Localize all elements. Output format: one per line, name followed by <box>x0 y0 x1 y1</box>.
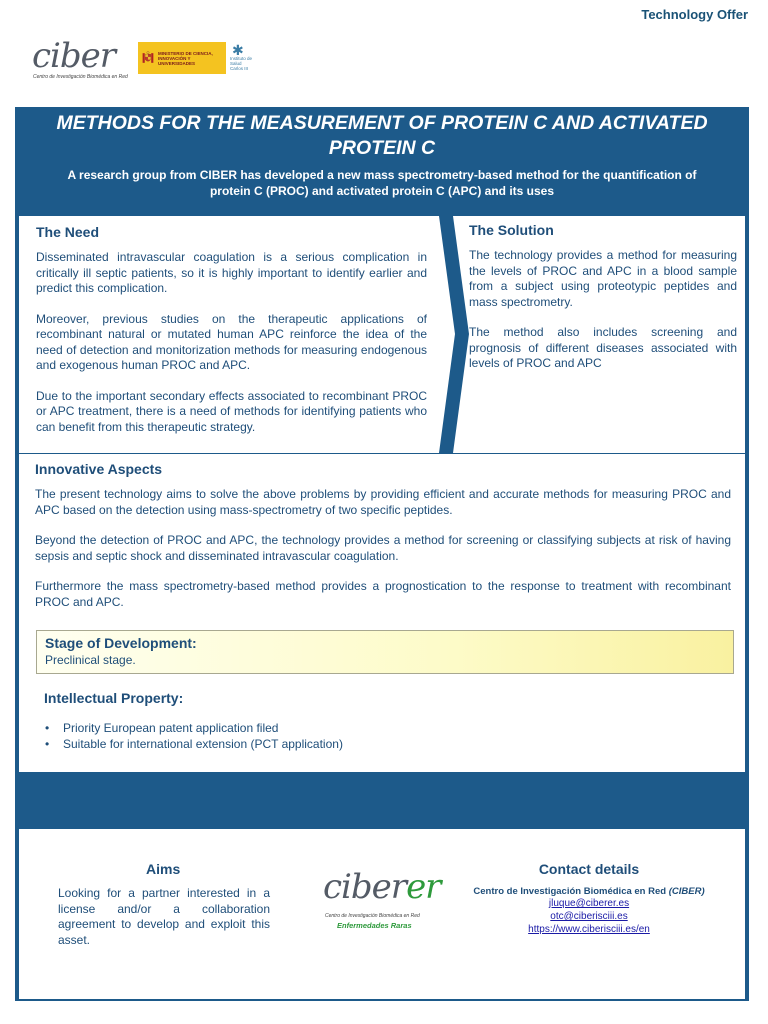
aims-text: Looking for a partner interested in a license and/or a collaboration agreement to develop and exploit this asset. <box>58 886 270 947</box>
ministry-logo-text: MINISTERIO DE CIENCIA, INNOVACIÓN Y UNIVERSIDADES <box>157 50 213 66</box>
solution-body <box>469 248 737 387</box>
technology-offer-label: Technology Offer <box>641 7 748 22</box>
bullet-icon: • <box>45 737 50 751</box>
bullet-icon: • <box>45 721 50 735</box>
innovative-body <box>35 487 731 625</box>
solution-paragraph: The technology provides a method for measuring the levels of PROC and APC in a blood sample from a subject using proteotypic peptides and mass spectrometry. <box>469 248 737 309</box>
ciber-logo-subtitle: Centro de Investigación Biomédica en Red <box>33 74 128 80</box>
email-link-jluque[interactable]: jluque@ciberer.es <box>548 898 630 909</box>
page-subtitle: A research group from CIBER has developed a new mass spectrometry-based method for the quantification of protein C (PROC) and activated protein C (APC) and its uses <box>67 168 697 198</box>
ciberer-logo <box>319 865 451 937</box>
website-link[interactable]: https://www.ciberisciii.es/en <box>528 924 650 935</box>
contact-details <box>469 886 709 936</box>
page-title: METHODS FOR THE MEASUREMENT OF PROTEIN C AND ACTIVATED PROTEIN C <box>56 112 708 159</box>
ciberer-logo-subtitle: Centro de Investigación Biomédica en Red <box>325 913 420 919</box>
contact-panel <box>19 829 745 999</box>
stage-heading: Stage of Development: <box>45 635 197 651</box>
stage-of-development-box <box>36 630 734 674</box>
ciber-logo-wordmark: ciber <box>32 36 116 76</box>
contact-heading: Contact details <box>538 861 640 877</box>
ip-heading: Intellectual Property: <box>44 690 184 706</box>
need-paragraph: Due to the important secondary effects associated to recombinant PROC or APC treatment, there is a need of methods for identifying patients who can benefit from this therapeutic strategy. <box>36 388 427 434</box>
need-paragraph: Moreover, previous studies on the therapeutic applications of recombinant natural or mutated human APC reinforce the idea of the need of detection and monitorization methods for measuring endogenous and exogenous human PROC and APC. <box>36 311 427 372</box>
innovative-heading: Innovative Aspects <box>35 461 163 477</box>
offer-frame <box>15 107 749 1001</box>
need-paragraph: Disseminated intravascular coagulation is a serious complication in critically ill septic patients, so it is highly important to identify earlier and predict this complication. <box>36 250 427 295</box>
innovative-paragraph: Beyond the detection of PROC and APC, the technology provides a method for screening or classifying subjects at risk of having sepsis and septic shock and disseminated intravascular coagulation. <box>35 533 731 563</box>
isciii-logo <box>228 42 254 74</box>
spain-coat-of-arms-icon <box>141 45 155 71</box>
innovative-paragraph: Furthermore the mass spectrometry-based method provides a prognostication to the response to treatment with recombinant PROC and APC. <box>35 579 731 609</box>
need-panel <box>19 216 459 453</box>
stage-text: Preclinical stage. <box>45 653 136 667</box>
aims-heading: Aims <box>146 861 181 877</box>
list-item <box>45 720 343 736</box>
contact-organization <box>469 886 709 897</box>
email-link-otc[interactable]: otc@ciberisciii.es <box>550 911 628 922</box>
innovative-panel <box>19 454 745 772</box>
ministry-logo <box>138 42 226 74</box>
chevron-divider-icon <box>439 216 469 453</box>
ciberer-logo-wordmark <box>323 867 440 907</box>
ciberer-logo-word-a: ciber <box>323 867 407 907</box>
need-body <box>36 250 427 450</box>
isciii-logo-text: Instituto de Salud Carlos III <box>230 56 253 71</box>
isciii-logo-icon: ✱ <box>232 42 244 58</box>
contact-org-name: Centro de Investigación Biomédica en Red <box>473 886 667 897</box>
ciberer-logo-word-b: er <box>406 867 441 907</box>
contact-org-abbr: (CIBER) <box>668 886 705 897</box>
ciberer-logo-tagline: Enfermedades Raras <box>337 921 412 930</box>
solution-heading: The Solution <box>469 222 554 238</box>
ip-list <box>45 720 343 752</box>
ciber-logo <box>30 32 130 82</box>
ip-item-text: Suitable for international extension (PCT application) <box>63 737 343 751</box>
innovative-paragraph: The present technology aims to solve the above problems by providing efficient and accurate methods for measuring PROC and APC based on the detection using mass-spectrometry of two specific peptides. <box>35 487 731 517</box>
list-item <box>45 736 343 752</box>
need-heading: The Need <box>36 224 100 240</box>
solution-panel <box>455 216 745 453</box>
ip-item-text: Priority European patent application filed <box>63 721 279 735</box>
solution-paragraph: The method also includes screening and prognosis of different diseases associated with levels of PROC and APC <box>469 325 737 370</box>
